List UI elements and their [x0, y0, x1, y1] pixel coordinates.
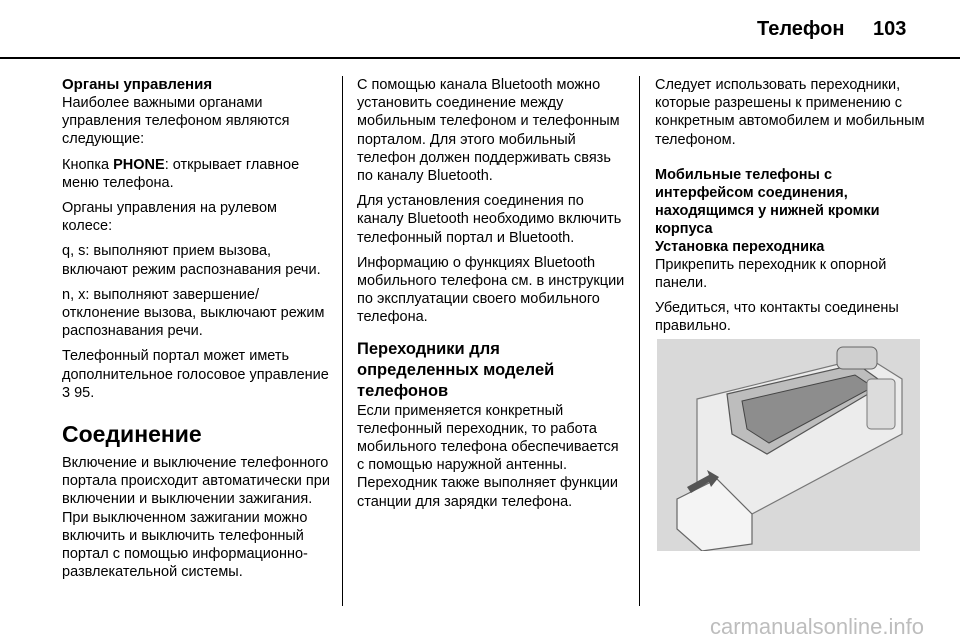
- end-paragraph: [62, 286, 330, 341]
- watermark: carmanualsonline.info: [709, 614, 924, 639]
- connection-text: Включение и выключение телефонного портала происходит автоматически при включении и выключении зажигания. При выключенном зажигании можно включить и выключить телефонный портал с помощью информационно-развлекательной системы.: [62, 455, 330, 581]
- portal-text: Телефонный портал может иметь дополнительное голосовое управление: [62, 348, 329, 383]
- answer-text: : выполняют прием вызова, включают режим распознавания речи.: [62, 243, 321, 278]
- controls-heading: Органы управления: [62, 76, 213, 93]
- page-header: [0, 0, 960, 58]
- phone-button-text: : открывает главное меню телефона.: [62, 156, 300, 191]
- bluetooth-text-1: С помощью канала Bluetooth можно установить соединение между мобильным телефоном и телефонным порталом. Для этого мобильный телефон должен поддерживать связь по каналу Bluetooth.: [357, 77, 620, 185]
- phone-button-label: Кнопка: [62, 156, 114, 173]
- install-text: Прикрепить переходник к опорной панели.: [655, 256, 887, 292]
- end-call-icon: n, x: [62, 286, 86, 303]
- answer-paragraph: [62, 242, 330, 278]
- adapters-text-2: Следует использовать переходники, которые разрешены к применению с конкретным автомобилем и мобильным телефоном.: [655, 77, 925, 148]
- adapters-text: Если применяется конкретный телефонный переходник, то работа мобильного телефона обеспечивается с помощью наружной антенны. Переходник также выполняет функции станции для зарядки телефона.: [357, 402, 619, 510]
- bluetooth-text-3: Информацию о функциях Bluetooth мобильного телефона см. в инструкции по эксплуатации своего мобильного телефона.: [357, 254, 625, 326]
- column-2: [357, 76, 625, 518]
- column-1: [62, 76, 330, 588]
- bluetooth-text-2: Для установления соединения по каналу Bluetooth необходимо включить телефонный портал и Bluetooth.: [357, 193, 622, 246]
- install-heading: Установка переходника: [655, 238, 825, 255]
- answer-call-icon: q, s: [62, 243, 86, 260]
- phone-button-name: PHONE: [113, 156, 165, 173]
- column-3: [655, 76, 927, 343]
- column-divider-1: [342, 76, 343, 606]
- mobile-phones-heading: Мобильные телефоны с интерфейсом соединения, находящимся у нижней кромки корпуса: [655, 166, 880, 237]
- steering-text: Органы управления на рулевом колесе:: [62, 200, 277, 235]
- portal-ref-page: 95.: [70, 384, 95, 401]
- header-title: Телефон: [757, 18, 845, 40]
- adapters-heading: Переходники для определенных моделей телефонов: [357, 339, 555, 400]
- adapter-illustration: [657, 339, 920, 551]
- connection-heading: Соединение: [62, 421, 202, 448]
- adapter-installation-figure: [657, 339, 920, 551]
- phone-button-paragraph: [62, 156, 330, 192]
- controls-intro: Наиболее важными органами управления телефоном являются следующие:: [62, 95, 290, 148]
- end-text: : выполняют завершение/отклонение вызова, выключают режим распознавания речи.: [62, 286, 325, 340]
- portal-paragraph: [62, 347, 330, 402]
- column-divider-2: [639, 76, 640, 606]
- header-rule: [0, 57, 960, 59]
- page-number: 103: [873, 18, 907, 40]
- check-text: Убедиться, что контакты соединены правильно.: [655, 300, 899, 335]
- page-reference-icon: 3: [62, 384, 71, 401]
